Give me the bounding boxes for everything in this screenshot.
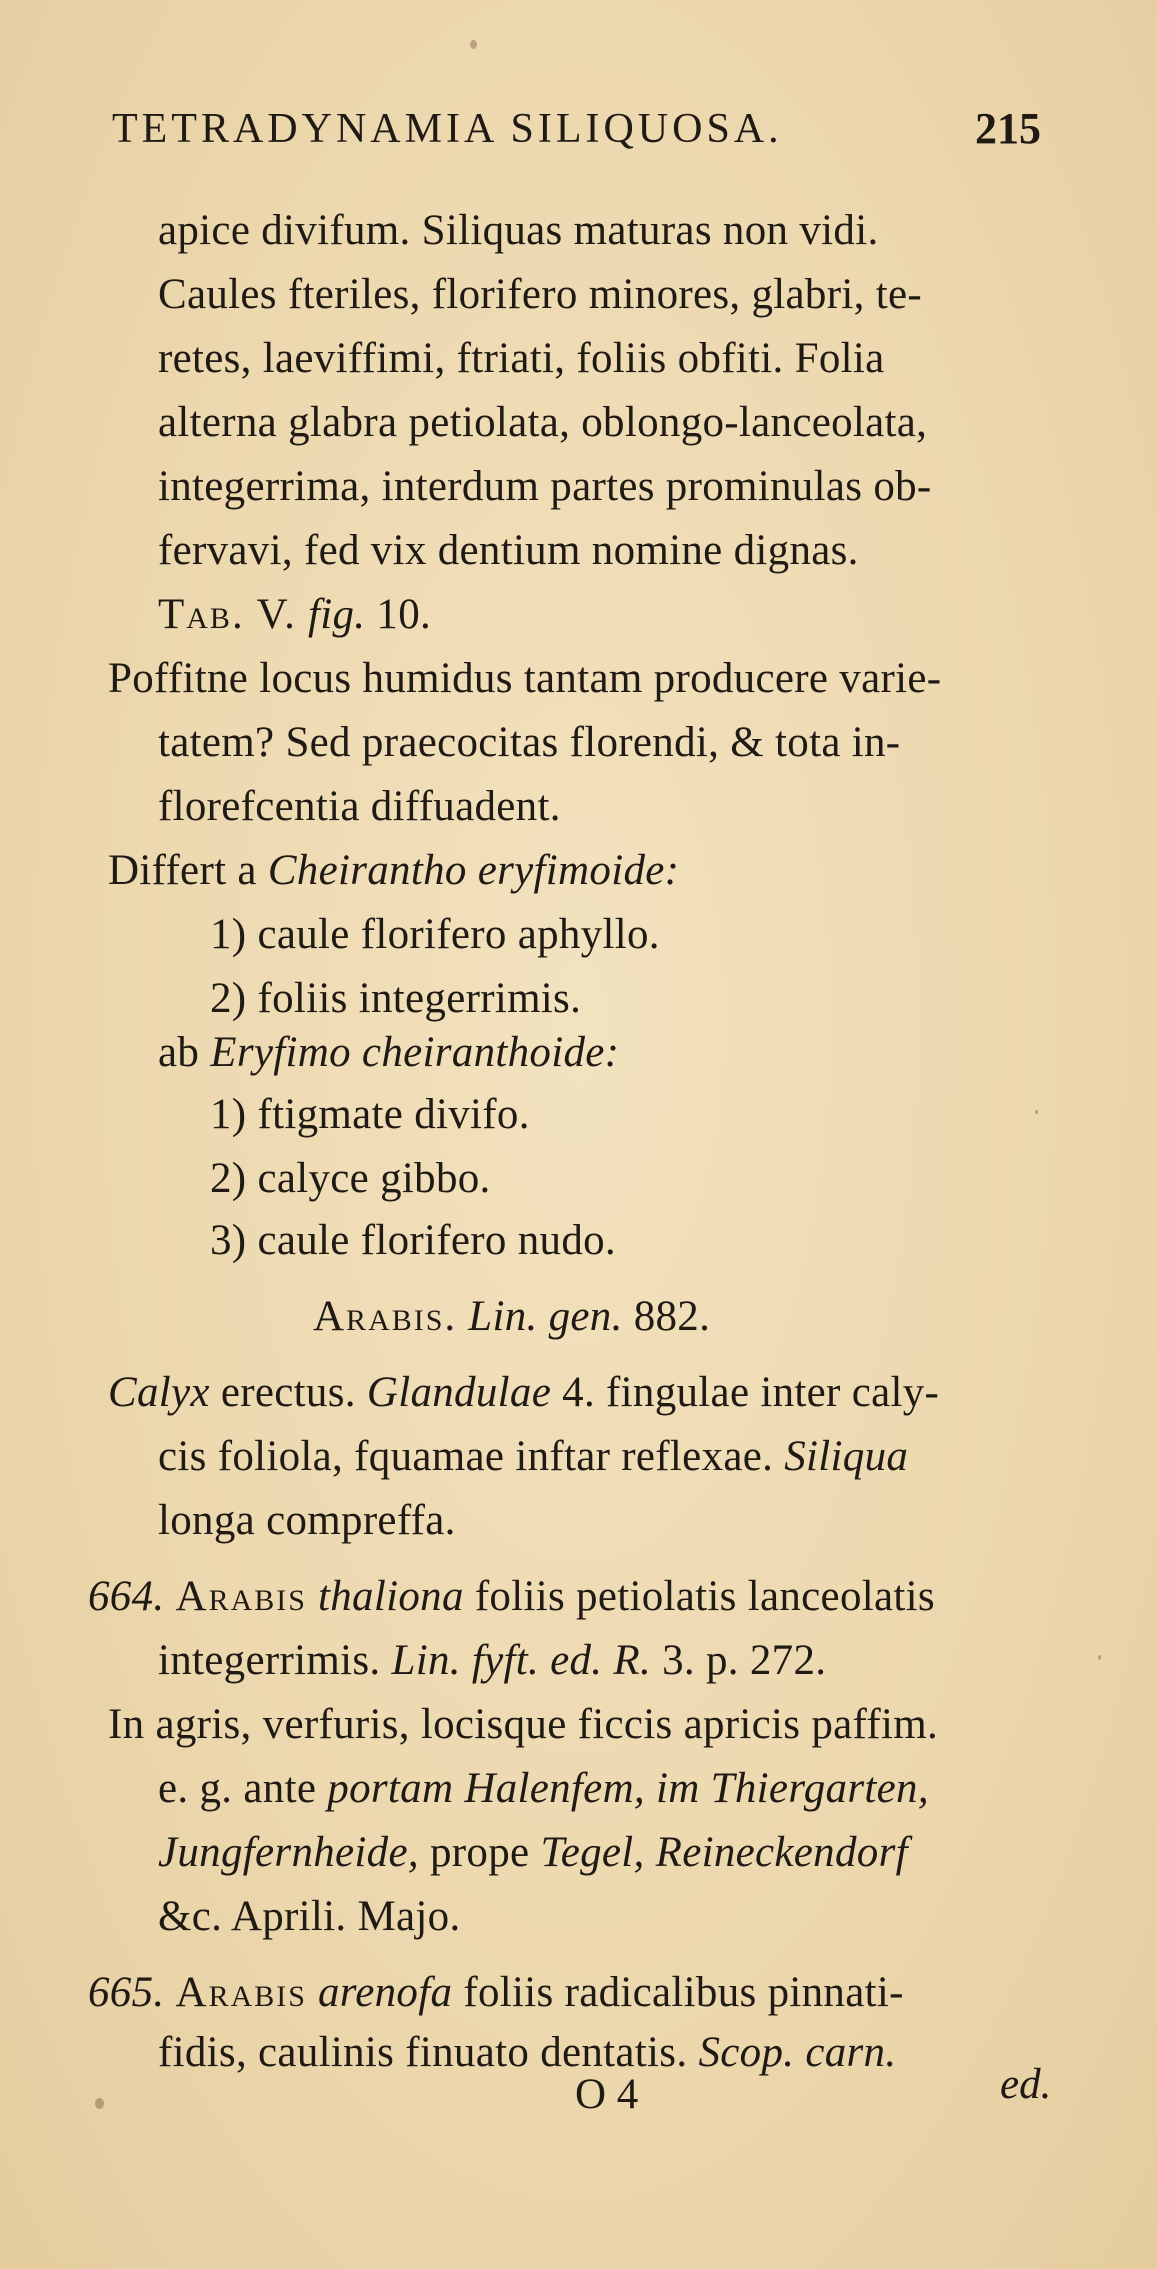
text-line: integerrimis. Lin. fyft. ed. R. 3. p. 272. bbox=[158, 1637, 827, 1684]
text-line: longa compreffa. bbox=[158, 1497, 456, 1544]
catchword: ed. bbox=[1000, 2061, 1052, 2108]
text-line: fervavi, fed vix dentium nomine dignas. bbox=[158, 527, 859, 574]
text-line: &c. Aprili. Majo. bbox=[158, 1893, 461, 1940]
species-entry: 664. Arabis thaliona foliis petiolatis lanceolatis bbox=[88, 1573, 935, 1620]
text-line: apice divifum. Siliquas maturas non vidi. bbox=[158, 207, 879, 254]
signature-mark: O 4 bbox=[575, 2071, 639, 2118]
text-line: 2) calyce gibbo. bbox=[210, 1155, 491, 1202]
genus-heading: Arabis. Lin. gen. 882. bbox=[313, 1293, 711, 1340]
text-line: cis foliola, fquamae inftar reflexae. Siliqua bbox=[158, 1433, 909, 1480]
text-line: In agris, verfuris, locisque ficcis apricis paffim. bbox=[108, 1701, 939, 1748]
paper-speck bbox=[1098, 1655, 1101, 1660]
text-line: alterna glabra petiolata, oblongo-lanceolata, bbox=[158, 399, 928, 446]
paper-speck bbox=[95, 2098, 104, 2109]
text-line: retes, laeviffimi, ftriati, foliis obfiti. Folia bbox=[158, 335, 885, 382]
text-line: 2) foliis integerrimis. bbox=[210, 975, 582, 1022]
text-line: Caules fteriles, florifero minores, glabri, te- bbox=[158, 271, 922, 318]
text-line: florefcentia diffuadent. bbox=[158, 783, 561, 830]
page-number: 215 bbox=[975, 104, 1041, 153]
text-line: Poffitne locus humidus tantam producere varie- bbox=[108, 655, 942, 702]
text-line: Calyx erectus. Glandulae 4. fingulae inter caly- bbox=[108, 1369, 940, 1416]
paper-speck bbox=[470, 40, 477, 49]
text-line: 1) caule florifero aphyllo. bbox=[210, 911, 660, 958]
text-line: Tab. V. fig. 10. bbox=[158, 591, 432, 638]
text-line: Jungfernheide, prope Tegel, Reineckendorf bbox=[158, 1829, 908, 1876]
text-line: 1) ftigmate divifo. bbox=[210, 1091, 530, 1138]
text-line: e. g. ante portam Halenfem, im Thiergarten, bbox=[158, 1765, 929, 1812]
text-line: Differt a Cheirantho eryfimoide: bbox=[108, 847, 680, 894]
text-line: fidis, caulinis finuato dentatis. Scop. carn. bbox=[158, 2029, 897, 2076]
text-line: ab Eryfimo cheiranthoide: bbox=[158, 1029, 620, 1076]
species-entry: 665. Arabis arenofa foliis radicalibus pinnati- bbox=[88, 1969, 904, 2016]
running-title: TETRADYNAMIA SILIQUOSA. bbox=[112, 106, 783, 152]
paper-speck bbox=[1035, 1110, 1038, 1114]
text-line: 3) caule florifero nudo. bbox=[210, 1217, 616, 1264]
text-line: integerrima, interdum partes prominulas ob- bbox=[158, 463, 932, 510]
text-line: tatem? Sed praecocitas florendi, & tota in- bbox=[158, 719, 901, 766]
